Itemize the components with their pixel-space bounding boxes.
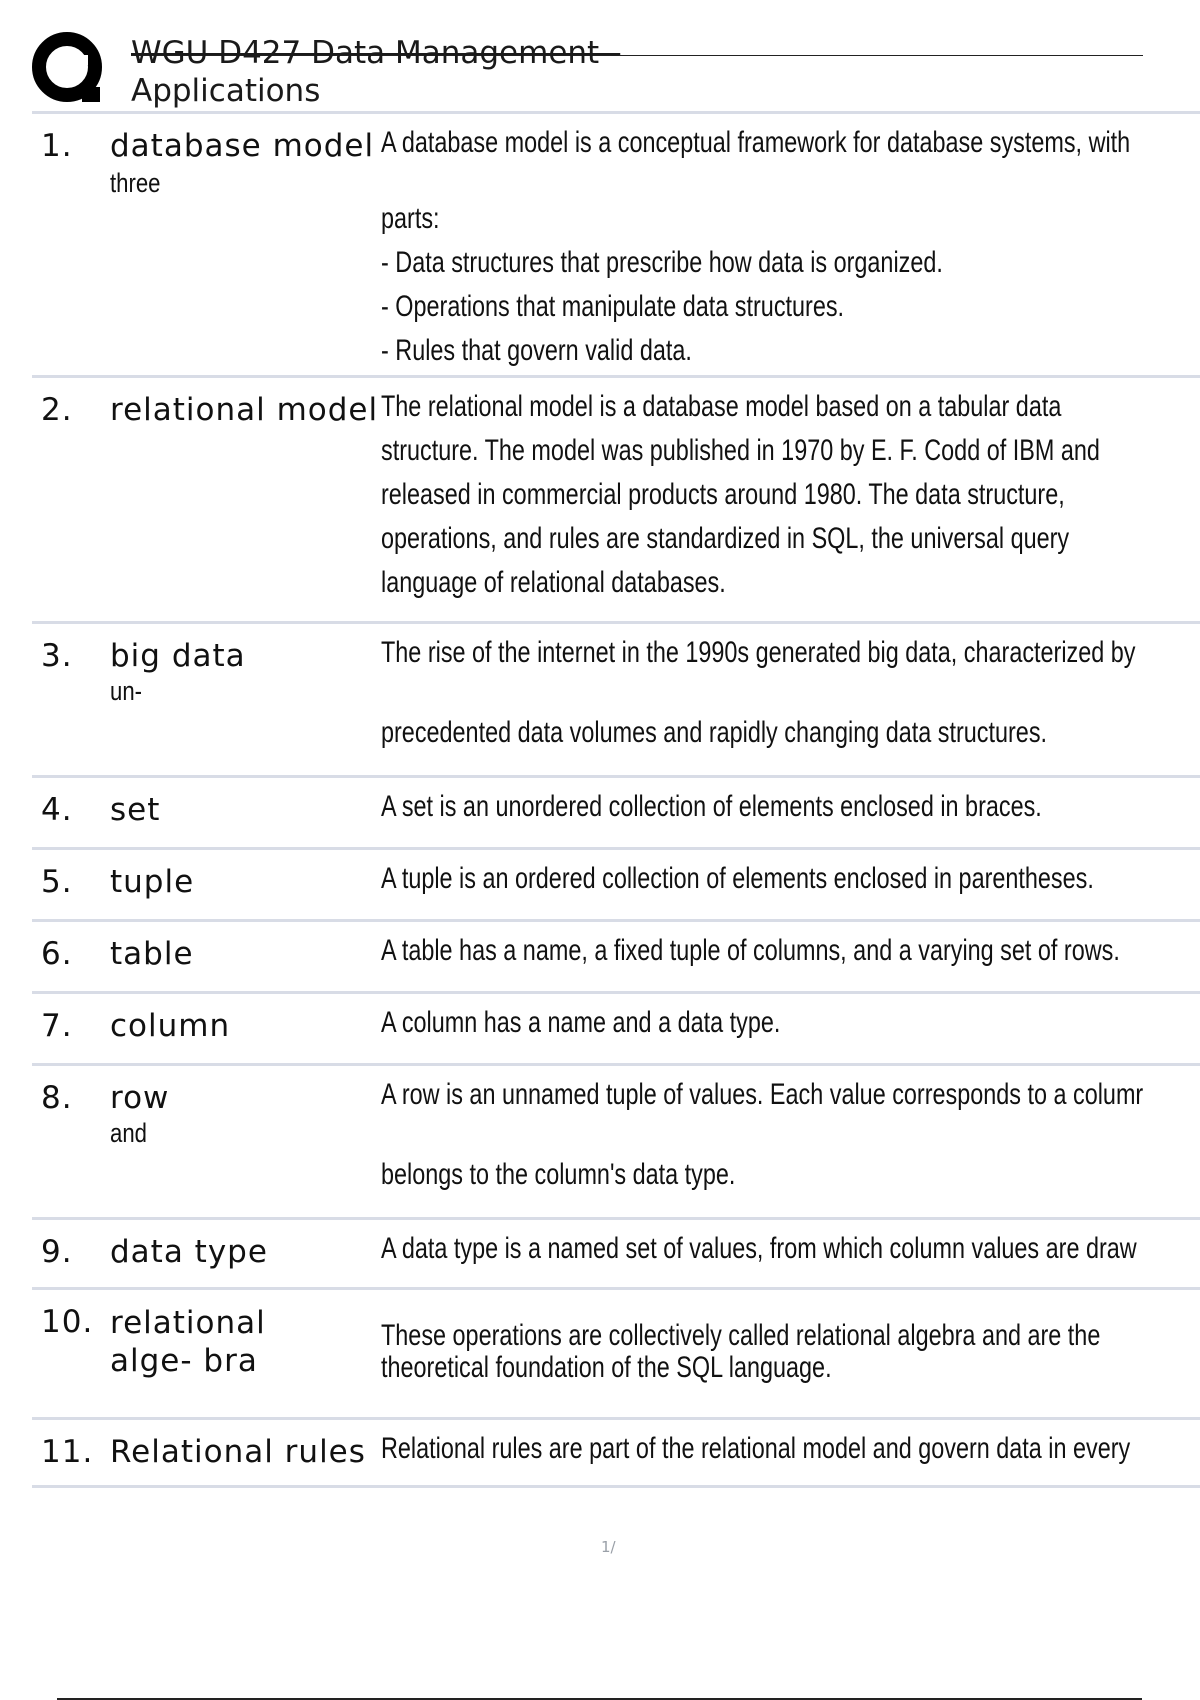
term-definition (381, 785, 1083, 829)
term-row (32, 114, 1200, 378)
term-number: 6. (41, 936, 73, 972)
page-number: 1/ (601, 1538, 616, 1556)
term-number: 11. (41, 1434, 94, 1470)
term-row (32, 1290, 1200, 1420)
definition-line: A tuple is an ordered collection of elements enclosed in parentheses. (381, 862, 1094, 895)
term-number: 1. (41, 128, 73, 164)
term-overflow: and (110, 1118, 147, 1148)
term-overflow: un- (110, 676, 143, 706)
definition-line: precedented data volumes and rapidly changing data structures. (381, 716, 1048, 749)
term-number: 4. (41, 792, 73, 828)
term-row (32, 922, 1200, 994)
definition-line: A row is an unnamed tuple of values. Each value corresponds to a columr (381, 1078, 1144, 1111)
term-row (32, 1420, 1200, 1488)
definition-line: - Rules that govern valid data. (381, 334, 692, 367)
definition-line: belongs to the column's data type. (381, 1158, 736, 1191)
term-definition (381, 857, 1094, 901)
definition-line: A table has a name, a fixed tuple of columns, and a varying set of rows. (381, 934, 1120, 967)
term-name: relational alge- bra (110, 1305, 266, 1379)
definition-line: A set is an unordered collection of elements enclosed in braces. (381, 790, 1042, 823)
definition-line: - Operations that manipulate data structures. (381, 290, 845, 323)
definition-line: A data type is a named set of values, from which column values are draw (381, 1232, 1137, 1265)
title-line-2: Applications (131, 73, 321, 109)
definition-line: A column has a name and a data type. (381, 1006, 781, 1039)
term-name: table (110, 936, 194, 972)
term-definition (381, 1073, 1144, 1197)
definition-line: structure. The model was published in 1970 by E. F. Codd of IBM and (381, 434, 1100, 467)
logo-icon (30, 31, 110, 111)
term-row (32, 850, 1200, 922)
term-row (32, 994, 1200, 1066)
term-name: data type (110, 1234, 268, 1270)
term-definition (381, 1227, 1137, 1271)
definition-line: The relational model is a database model based on a tabular data (381, 390, 1062, 423)
definition-line: released in commercial products around 1980. The data structure, (381, 478, 1065, 511)
term-definition (381, 1314, 1101, 1390)
term-definition (381, 929, 1120, 973)
definition-line: A database model is a conceptual framework for database systems, with (381, 126, 1131, 159)
term-name: relational model (110, 392, 379, 428)
term-definition (381, 1001, 1083, 1045)
term-name: tuple (110, 864, 195, 900)
term-name: row (110, 1080, 170, 1116)
term-number: 10. (41, 1304, 94, 1340)
term-definition (381, 385, 1100, 605)
definition-line: parts: (381, 202, 440, 235)
term-row (32, 378, 1200, 624)
term-definition (381, 1427, 1131, 1471)
title-line-1: WGU D427 Data Management - (131, 35, 621, 71)
definition-line: - Data structures that prescribe how data is organized. (381, 246, 943, 279)
term-name: big data (110, 638, 246, 674)
term-number: 2. (41, 392, 73, 428)
definition-line: The rise of the internet in the 1990s generated big data, characterized by (381, 636, 1136, 669)
term-row (32, 624, 1200, 778)
term-number: 8. (41, 1080, 73, 1116)
definition-line: operations, and rules are standardized in SQL, the universal query (381, 522, 1070, 555)
term-number: 3. (41, 638, 73, 674)
term-name: Relational rules (110, 1434, 366, 1470)
term-row (32, 1066, 1200, 1220)
term-number: 9. (41, 1234, 73, 1270)
term-name: set (110, 792, 161, 828)
document-title (131, 34, 1141, 110)
term-row (32, 778, 1200, 850)
term-name: database model (110, 128, 375, 164)
definition-line: These operations are collectively called relational algebra and are the (381, 1319, 1101, 1352)
term-number: 5. (41, 864, 73, 900)
definition-line: language of relational databases. (381, 566, 726, 599)
term-overflow: three (110, 168, 161, 198)
definition-line: theoretical foundation of the SQL language. (381, 1351, 832, 1384)
term-list (32, 114, 1200, 1488)
term-definition (381, 121, 1131, 373)
term-name: column (110, 1008, 231, 1044)
term-row (32, 1220, 1200, 1290)
term-definition (381, 631, 1136, 755)
definition-line: Relational rules are part of the relational model and govern data in every (381, 1432, 1131, 1465)
term-number: 7. (41, 1008, 73, 1044)
